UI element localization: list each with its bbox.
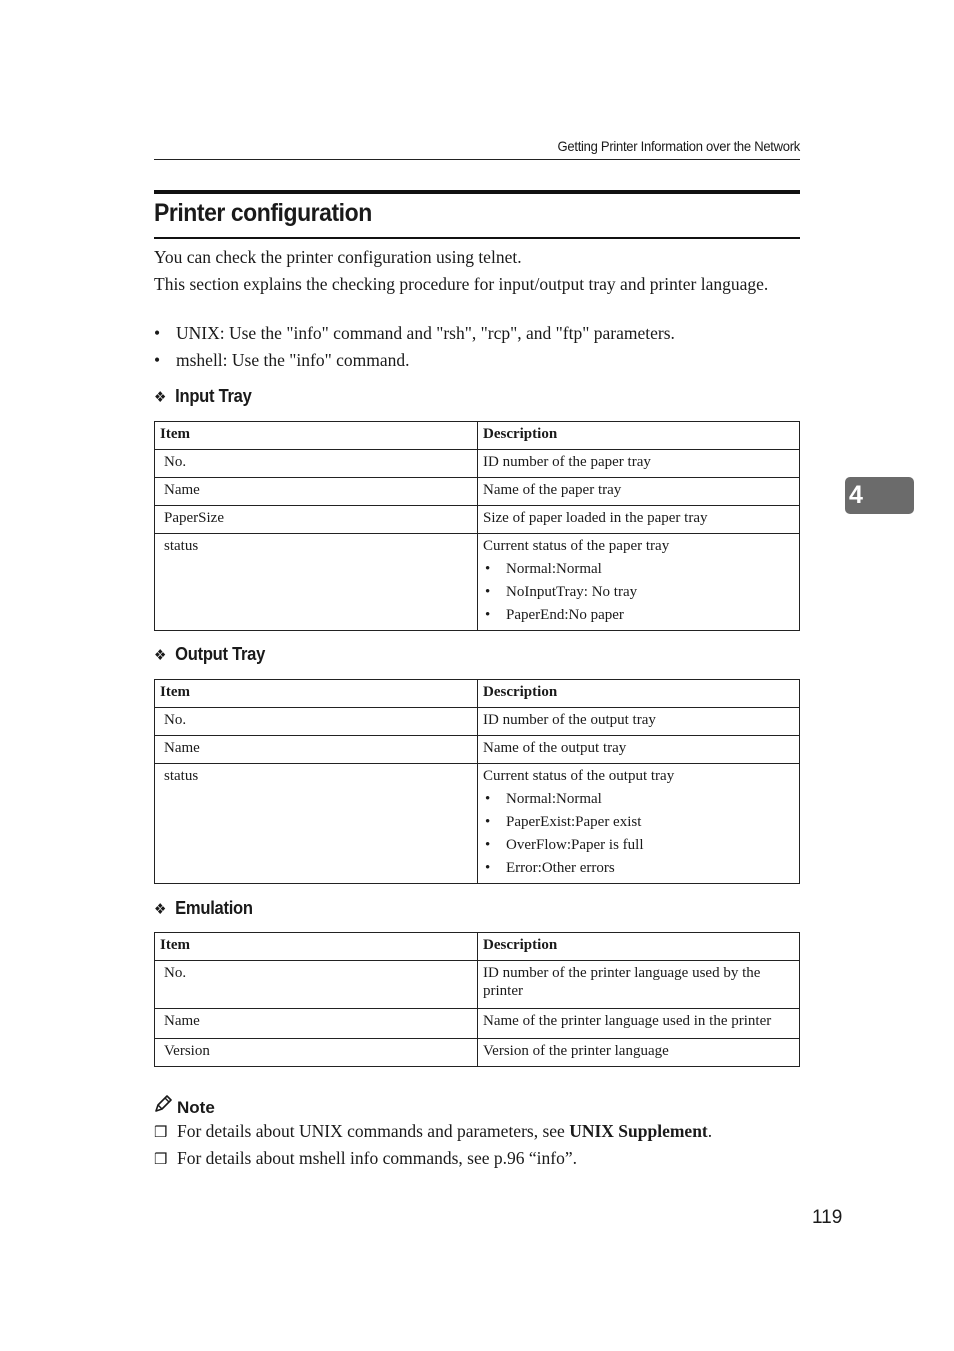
- cell-item: status: [155, 764, 478, 884]
- column-header-item: Item: [155, 422, 478, 450]
- chapter-tab: 4: [845, 477, 914, 514]
- cell-item: PaperSize: [155, 506, 478, 534]
- table-header-row: [155, 933, 800, 961]
- page-number: 119: [812, 1207, 843, 1228]
- list-item-text: Normal:Normal: [506, 561, 602, 577]
- bullet-icon: •: [485, 814, 491, 830]
- cell-description: Name of the printer language used in the printer: [478, 1009, 800, 1039]
- emulation-table: [154, 932, 800, 1067]
- cell-description: [478, 534, 800, 631]
- cell-description: Size of paper loaded in the paper tray: [478, 506, 800, 534]
- bullet-icon: •: [485, 837, 491, 853]
- cell-description: [478, 764, 800, 884]
- note-text-prefix: For details about UNIX commands and parameters, see: [177, 1121, 570, 1141]
- list-item: [483, 834, 794, 857]
- list-item-text: PaperEnd:No paper: [506, 607, 624, 623]
- section-heading-emulation: [154, 898, 253, 919]
- diamond-icon: ❖: [154, 901, 167, 918]
- running-header: Getting Printer Information over the Network: [557, 138, 800, 154]
- note-item-2: [154, 1147, 577, 1171]
- cell-item: Version: [155, 1039, 478, 1067]
- cell-description: Name of the output tray: [478, 736, 800, 764]
- bullet-icon: •: [154, 323, 161, 343]
- table-row: [155, 764, 800, 884]
- checkbox-icon: ❒: [154, 1152, 168, 1168]
- intro-bullet-2: [154, 349, 409, 371]
- cell-description: ID number of the printer language used by the printer: [478, 961, 800, 1009]
- column-header-item: Item: [155, 933, 478, 961]
- intro-paragraph-2: This section explains the checking procedure for input/output tray and printer language.: [154, 274, 769, 294]
- table-row: [155, 961, 800, 1009]
- list-item-text: PaperExist:Paper exist: [506, 814, 642, 830]
- intro-bullet-1: [154, 322, 675, 344]
- list-item: [483, 558, 794, 581]
- cell-description: Version of the printer language: [478, 1039, 800, 1067]
- list-item-text: OverFlow:Paper is full: [506, 837, 644, 853]
- header-rule: [154, 159, 800, 160]
- bullet-icon: •: [485, 584, 491, 600]
- section-heading-output-tray: [154, 644, 265, 665]
- title-rule-bottom: [154, 237, 800, 239]
- table-row: [155, 736, 800, 764]
- list-item: [483, 581, 794, 604]
- bullet-icon: •: [485, 607, 491, 623]
- intro-bullet-text: UNIX: Use the "info" command and "rsh", "rcp", and "ftp" parameters.: [176, 323, 675, 343]
- page-title: Printer configuration: [154, 199, 372, 227]
- output-tray-table: [154, 679, 800, 884]
- cell-description: ID number of the paper tray: [478, 450, 800, 478]
- list-item-text: Normal:Normal: [506, 791, 602, 807]
- note-heading: [154, 1095, 215, 1118]
- table-row: [155, 534, 800, 631]
- cell-description-text: Current status of the paper tray: [483, 538, 670, 554]
- table-row: [155, 1009, 800, 1039]
- section-heading-text: Emulation: [175, 898, 253, 918]
- diamond-icon: ❖: [154, 389, 167, 406]
- cell-item: status: [155, 534, 478, 631]
- cell-item: Name: [155, 1009, 478, 1039]
- cell-item: Name: [155, 478, 478, 506]
- column-header-description: Description: [478, 422, 800, 450]
- bullet-icon: •: [485, 561, 491, 577]
- column-header-description: Description: [478, 933, 800, 961]
- bullet-icon: •: [485, 860, 491, 876]
- intro-paragraph-1: You can check the printer configuration using telnet.: [154, 247, 522, 267]
- cell-item: No.: [155, 961, 478, 1009]
- intro-bullet-text: mshell: Use the "info" command.: [176, 350, 410, 370]
- cell-item: Name: [155, 736, 478, 764]
- table-row: [155, 1039, 800, 1067]
- table-row: [155, 708, 800, 736]
- cell-description-text: Current status of the output tray: [483, 768, 675, 784]
- cell-item: No.: [155, 708, 478, 736]
- column-header-item: Item: [155, 680, 478, 708]
- table-header-row: [155, 422, 800, 450]
- list-item: [483, 604, 794, 627]
- table-row: [155, 506, 800, 534]
- checkbox-icon: ❒: [154, 1125, 168, 1141]
- note-reference-link: UNIX Supplement: [569, 1121, 708, 1141]
- cell-description: Name of the paper tray: [478, 478, 800, 506]
- note-heading-text: Note: [177, 1098, 215, 1117]
- note-item-1: [154, 1120, 712, 1144]
- cell-description: ID number of the output tray: [478, 708, 800, 736]
- bullet-icon: •: [154, 350, 161, 370]
- list-item: [483, 811, 794, 834]
- bullet-icon: •: [485, 791, 491, 807]
- section-heading-text: Input Tray: [175, 386, 252, 406]
- section-heading-input-tray: [154, 386, 252, 407]
- diamond-icon: ❖: [154, 647, 167, 664]
- table-row: [155, 478, 800, 506]
- list-item-text: Error:Other errors: [506, 860, 615, 876]
- pencil-icon: [154, 1095, 177, 1118]
- note-text: For details about mshell info commands, see p.96 “info”.: [177, 1148, 577, 1168]
- list-item: [483, 857, 794, 880]
- input-tray-table: [154, 421, 800, 631]
- list-item-text: NoInputTray: No tray: [506, 584, 638, 600]
- section-heading-text: Output Tray: [175, 644, 266, 664]
- note-text-suffix: .: [707, 1121, 713, 1141]
- table-row: [155, 450, 800, 478]
- column-header-description: Description: [478, 680, 800, 708]
- cell-item: No.: [155, 450, 478, 478]
- table-header-row: [155, 680, 800, 708]
- title-rule-top: [154, 190, 800, 194]
- list-item: [483, 788, 794, 811]
